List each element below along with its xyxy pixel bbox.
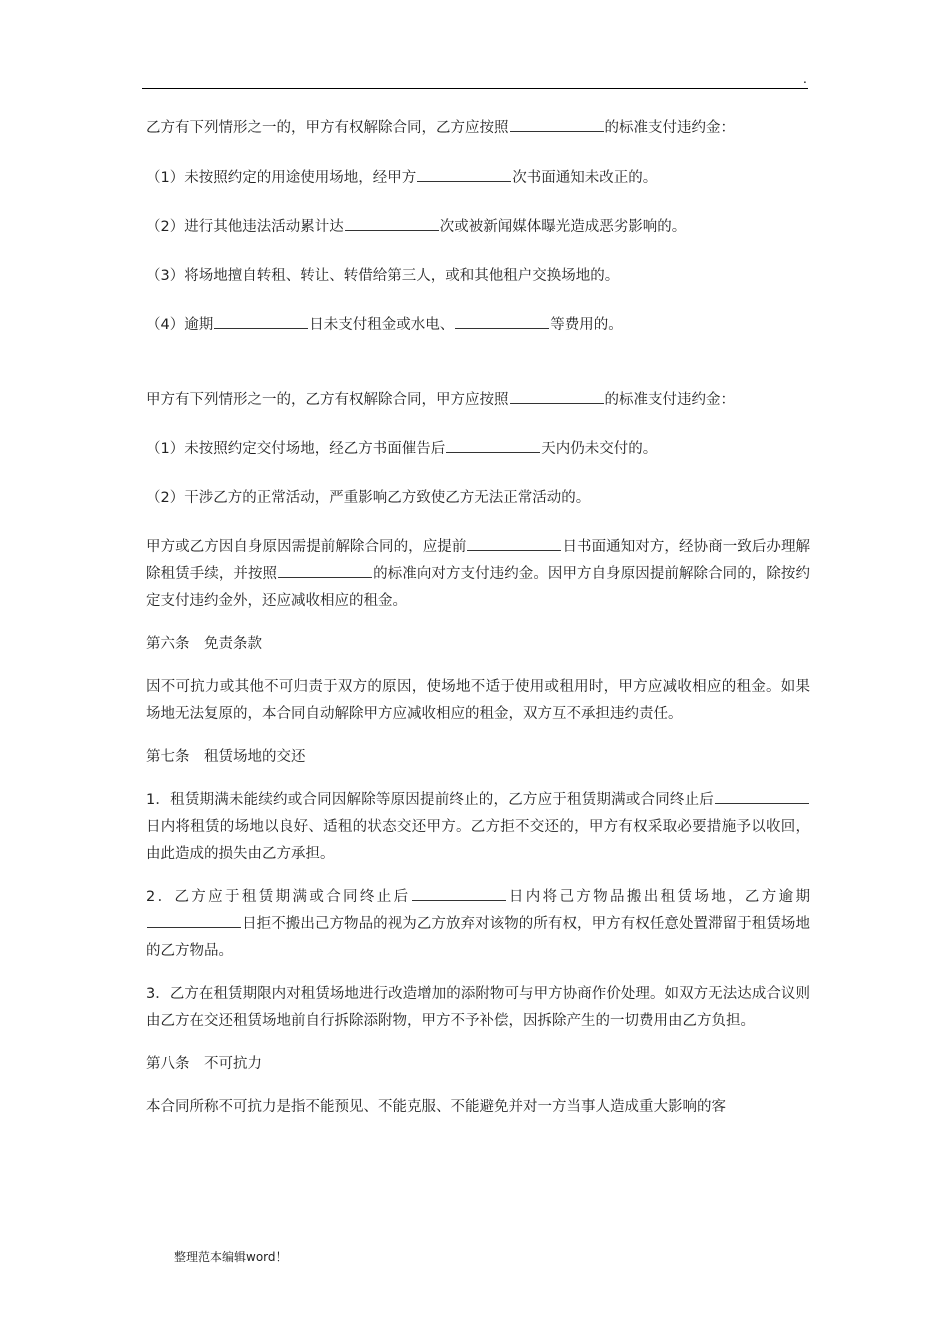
paragraph: （1）未按照约定交付场地，经乙方书面催告后 天内仍未交付的。 [146, 436, 810, 463]
fill-blank[interactable] [455, 314, 549, 329]
paragraph: 1．租赁期满未能续约或合同因解除等原因提前终止的，乙方应于租赁期满或合同终止后日内将租赁的场地以良好、适租的状态交还甲方。乙方拒不交还的，甲方有权采取必要措施予以收回，由此造成的损失由乙方承担。 [146, 787, 810, 868]
fill-blank[interactable] [214, 314, 308, 329]
paragraph: （2）干涉乙方的正常活动，严重影响乙方致使乙方无法正常活动的。 [146, 490, 591, 506]
paragraph: 本合同所称不可抗力是指不能预见、不能克服、不能避免并对一方当事人造成重大影响的客 [146, 1099, 726, 1115]
paragraph: （3）将场地擅自转租、转让、转借给第三人，或和其他租户交换场地的。 [146, 268, 620, 284]
paragraph: 乙方有下列情形之一的，甲方有权解除合同，乙方应按照 的标准支付违约金： [146, 115, 810, 142]
paragraph: （4）逾期 日未支付租金或水电、 等费用的。 [146, 312, 810, 339]
paragraph: 甲方有下列情形之一的，乙方有权解除合同，甲方应按照 的标准支付违约金： [146, 387, 810, 414]
fill-blank[interactable] [467, 536, 561, 551]
section-heading: 第七条 租赁场地的交还 [146, 749, 306, 765]
paragraph: 2．乙方应于租赁期满或合同终止后 日内将己方物品搬出租赁场地，乙方逾期日拒不搬出己方物品的视为乙方放弃对该物的所有权，甲方有权任意处置滞留于租赁场地的乙方物品。 [146, 884, 810, 965]
header-rule [142, 88, 808, 89]
fill-blank[interactable] [510, 117, 604, 132]
fill-blank[interactable] [345, 216, 439, 231]
fill-blank[interactable] [715, 789, 809, 804]
fill-blank[interactable] [412, 886, 506, 901]
paragraph: 因不可抗力或其他不可归责于双方的原因，使场地不适于使用或租用时，甲方应减收相应的租金。如果场地无法复原的，本合同自动解除甲方应减收相应的租金，双方互不承担违约责任。 [146, 679, 810, 722]
fill-blank[interactable] [278, 563, 372, 578]
paragraph: 3．乙方在租赁期限内对租赁场地进行改造增加的添附物可与甲方协商作价处理。如双方无法达成合议则由乙方在交还租赁场地前自行拆除添附物，甲方不予补偿，因拆除产生的一切费用由乙方负担。 [146, 986, 810, 1029]
paragraph: 甲方或乙方因自身原因需提前解除合同的，应提前 日书面通知对方，经协商一致后办理解除租赁手续，并按照 的标准向对方支付违约金。因甲方自身原因提前解除合同的，除按约定支付违约金外，还应减收相应的租金。 [146, 534, 810, 615]
paragraph: （1）未按照约定的用途使用场地，经甲方 次书面通知未改正的。 [146, 165, 810, 192]
fill-blank[interactable] [510, 389, 604, 404]
page-footer: 整理范本编辑word！ [174, 1250, 288, 1264]
document-body [146, 115, 810, 1121]
fill-blank[interactable] [446, 438, 540, 453]
fill-blank[interactable] [417, 167, 511, 182]
header-mark: . [803, 72, 807, 86]
fill-blank[interactable] [147, 913, 241, 928]
section-heading: 第八条 不可抗力 [146, 1056, 262, 1072]
paragraph: （2）进行其他违法活动累计达 次或被新闻媒体曝光造成恶劣影响的。 [146, 214, 810, 241]
section-heading: 第六条 免责条款 [146, 636, 262, 652]
